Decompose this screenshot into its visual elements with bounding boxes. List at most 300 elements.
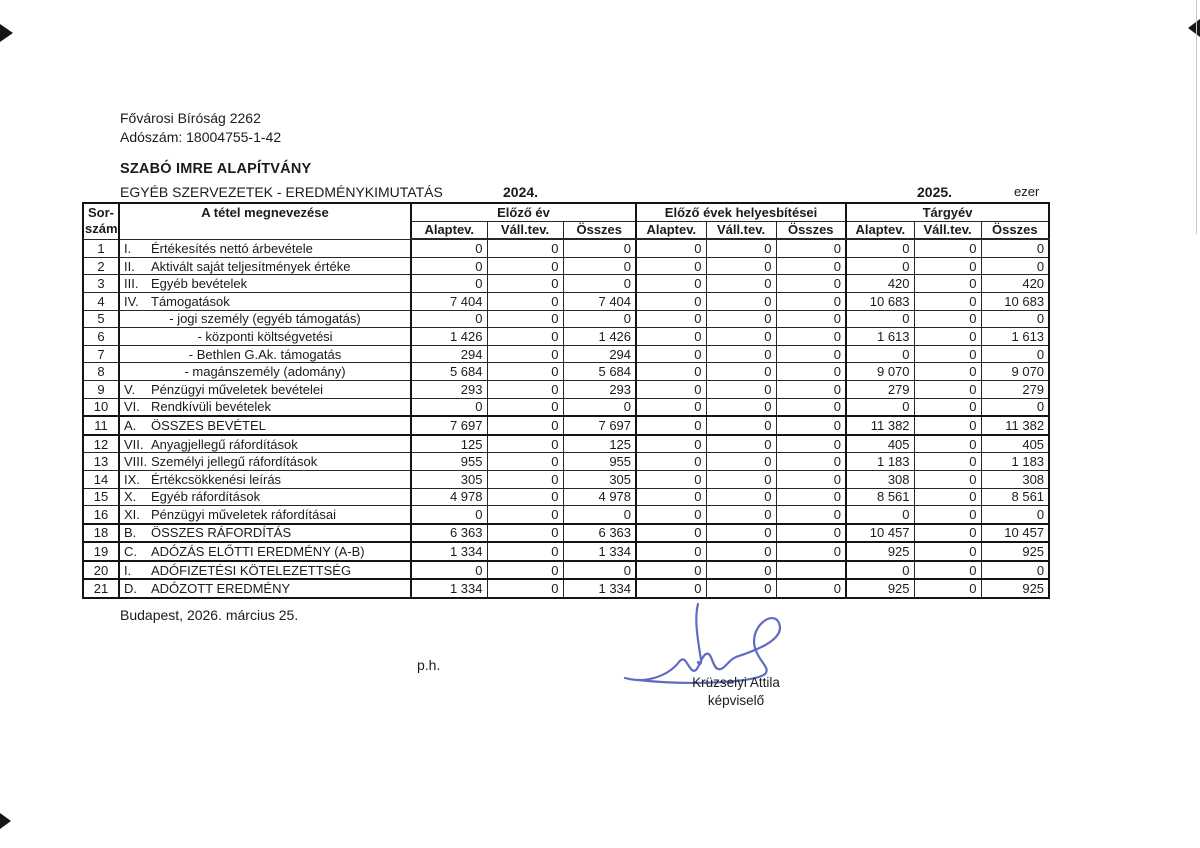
table-row [83, 453, 1049, 471]
cell-row-number: 4 [83, 292, 119, 310]
year-current: 2025. [917, 184, 953, 200]
cell-value: 0 [487, 345, 563, 363]
cell-value: 0 [487, 561, 563, 580]
cell-item-name: - központi költségvetési [119, 328, 411, 346]
cell-value: 9 070 [846, 363, 914, 381]
item-label: ADÓFIZETÉSI KÖTELEZETTSÉG [151, 562, 352, 578]
cell-value: 0 [776, 292, 846, 310]
cell-row-number: 3 [83, 275, 119, 293]
cell-value: 0 [846, 257, 914, 275]
cell-row-number: 9 [83, 380, 119, 398]
cell-value: 0 [636, 416, 706, 435]
cell-value: 925 [846, 542, 914, 561]
cell-value: 0 [487, 292, 563, 310]
table-row [83, 310, 1049, 328]
col-group-targyev: Tárgyév [846, 203, 1049, 221]
cell-value: 0 [776, 239, 846, 257]
item-prefix: A. [124, 417, 137, 433]
cell-item-name [119, 488, 411, 506]
table-row [83, 292, 1049, 310]
col-header-osszes: Összes [981, 221, 1049, 239]
cell-value: 0 [846, 310, 914, 328]
cell-value: 0 [487, 488, 563, 506]
cell-value: 0 [636, 506, 706, 524]
cell-value: 0 [706, 416, 776, 435]
cell-value: 0 [981, 506, 1049, 524]
cell-value: 0 [487, 363, 563, 381]
cell-value: 0 [487, 310, 563, 328]
cell-value: 0 [706, 524, 776, 543]
cell-value: 0 [706, 488, 776, 506]
cell-value: 0 [914, 488, 981, 506]
col-group-elozo-ev: Előző év [411, 203, 636, 221]
item-label: Támogatások [151, 293, 230, 309]
cell-value: 0 [636, 239, 706, 257]
cell-value: 0 [846, 345, 914, 363]
cell-value: 308 [981, 470, 1049, 488]
table-row [83, 542, 1049, 561]
item-prefix: VII. [124, 436, 144, 452]
cell-value: 6 363 [563, 524, 636, 543]
cell-item-name [119, 579, 411, 598]
cell-value: 0 [487, 435, 563, 453]
cell-value: 0 [914, 506, 981, 524]
cell-value: 7 697 [563, 416, 636, 435]
cell-value: 0 [487, 453, 563, 471]
cell-item-name [119, 470, 411, 488]
cell-value: 0 [706, 453, 776, 471]
cell-value: 0 [706, 542, 776, 561]
cell-value: 0 [487, 257, 563, 275]
cell-value: 0 [776, 416, 846, 435]
cell-value: 0 [487, 328, 563, 346]
col-header-alaptev: Alaptev. [411, 221, 487, 239]
cell-value: 279 [846, 380, 914, 398]
cell-value: 5 684 [563, 363, 636, 381]
cell-value: 0 [776, 542, 846, 561]
table-row [83, 239, 1049, 257]
cell-value: 0 [706, 328, 776, 346]
item-prefix: I. [124, 240, 132, 256]
table-row [83, 345, 1049, 363]
cell-row-number: 5 [83, 310, 119, 328]
cell-value: 0 [636, 453, 706, 471]
cell-value: 0 [636, 561, 706, 580]
cell-value: 0 [636, 328, 706, 346]
cell-value: 7 697 [411, 416, 487, 435]
cell-value [776, 561, 846, 580]
cell-value: 925 [846, 579, 914, 598]
cell-value: 0 [411, 239, 487, 257]
cell-value: 125 [411, 435, 487, 453]
cell-value: 0 [981, 561, 1049, 580]
cell-value: 0 [776, 488, 846, 506]
item-label: ADÓZÁS ELŐTTI EREDMÉNY (A-B) [151, 544, 365, 560]
item-label: Személyi jellegű ráfordítások [151, 454, 318, 470]
signer-name: Krüzselyi Attila [692, 675, 780, 690]
header-address-block [120, 109, 281, 147]
cell-value: 4 978 [563, 488, 636, 506]
cell-value: 0 [487, 398, 563, 416]
cell-value: 0 [636, 345, 706, 363]
cell-value: 0 [706, 275, 776, 293]
cell-value: 0 [487, 239, 563, 257]
cell-value: 0 [411, 561, 487, 580]
cell-value: 0 [914, 380, 981, 398]
cell-value: 0 [487, 579, 563, 598]
cell-value: 0 [636, 310, 706, 328]
table-row [83, 506, 1049, 524]
item-prefix: B. [124, 525, 137, 541]
cell-value: 0 [914, 542, 981, 561]
cell-value: 0 [563, 561, 636, 580]
cell-value: 0 [981, 398, 1049, 416]
col-header-sorszam [83, 203, 119, 239]
cell-value: 0 [563, 257, 636, 275]
cell-value: 6 363 [411, 524, 487, 543]
item-label: Egyéb ráfordítások [151, 489, 261, 505]
cell-value: 0 [563, 506, 636, 524]
cell-value: 0 [776, 435, 846, 453]
cell-value: 10 683 [846, 292, 914, 310]
cell-value: 0 [706, 380, 776, 398]
cell-value: 308 [846, 470, 914, 488]
cell-value: 0 [776, 579, 846, 598]
cell-item-name [119, 239, 411, 257]
cell-value: 7 404 [563, 292, 636, 310]
cell-value: 0 [914, 579, 981, 598]
cell-value: 0 [981, 345, 1049, 363]
cell-value: 0 [846, 561, 914, 580]
item-prefix: XI. [124, 506, 140, 522]
cell-value: 0 [914, 398, 981, 416]
scan-corner-mark [1188, 19, 1200, 37]
cell-row-number: 7 [83, 345, 119, 363]
cell-row-number: 18 [83, 524, 119, 543]
cell-value: 10 457 [846, 524, 914, 543]
tax-number-line: Adószám: 18004755-1-42 [120, 129, 282, 145]
cell-value: 0 [914, 453, 981, 471]
cell-value: 0 [636, 579, 706, 598]
col-group-helyesbitesek: Előző évek helyesbítései [636, 203, 846, 221]
cell-row-number: 2 [83, 257, 119, 275]
ph-seal-label: p.h. [417, 657, 441, 673]
cell-value: 7 404 [411, 292, 487, 310]
cell-value: 0 [636, 488, 706, 506]
cell-value: 11 382 [981, 416, 1049, 435]
cell-row-number: 1 [83, 239, 119, 257]
cell-value: 293 [563, 380, 636, 398]
cell-value: 0 [487, 275, 563, 293]
cell-item-name: - jogi személy (egyéb támogatás) [119, 310, 411, 328]
table-group-header-row [83, 203, 1049, 221]
cell-item-name [119, 292, 411, 310]
item-label: Rendkívüli bevételek [151, 399, 271, 415]
cell-value: 0 [981, 310, 1049, 328]
cell-value: 0 [914, 561, 981, 580]
cell-value: 0 [776, 470, 846, 488]
unit-label: ezer [1014, 184, 1040, 199]
cell-value: 0 [914, 292, 981, 310]
cell-value: 1 334 [411, 542, 487, 561]
item-label: Anyagjellegű ráfordítások [151, 436, 298, 452]
cell-value: 0 [776, 398, 846, 416]
cell-item-name [119, 542, 411, 561]
cell-value: 0 [914, 435, 981, 453]
cell-value: 420 [846, 275, 914, 293]
cell-value: 0 [914, 345, 981, 363]
cell-value: 279 [981, 380, 1049, 398]
cell-row-number: 12 [83, 435, 119, 453]
cell-value: 1 334 [563, 542, 636, 561]
cell-row-number: 11 [83, 416, 119, 435]
table-row [83, 257, 1049, 275]
cell-row-number: 15 [83, 488, 119, 506]
table-row [83, 416, 1049, 435]
cell-value: 0 [776, 257, 846, 275]
col-header-alaptev: Alaptev. [846, 221, 914, 239]
cell-item-name [119, 275, 411, 293]
item-label: Egyéb bevételek [151, 276, 248, 292]
cell-value: 0 [776, 524, 846, 543]
cell-value: 8 561 [846, 488, 914, 506]
item-prefix: D. [124, 581, 137, 597]
table-row [83, 470, 1049, 488]
scan-corner-mark [0, 24, 13, 42]
cell-value: 0 [846, 398, 914, 416]
table-row [83, 579, 1049, 598]
cell-value: 0 [706, 398, 776, 416]
cell-value: 0 [846, 239, 914, 257]
cell-row-number: 13 [83, 453, 119, 471]
cell-value: 0 [914, 524, 981, 543]
item-prefix: X. [124, 489, 137, 505]
cell-value: 0 [563, 239, 636, 257]
col-header-valltev: Váll.tev. [487, 221, 563, 239]
item-label: ADÓZOTT EREDMÉNY [151, 581, 291, 597]
income-statement-table [82, 202, 1050, 599]
cell-value: 0 [776, 380, 846, 398]
item-prefix: IV. [124, 293, 139, 309]
cell-value: 0 [914, 328, 981, 346]
cell-value: 0 [914, 310, 981, 328]
cell-value: 1 613 [981, 328, 1049, 346]
cell-value: 0 [636, 542, 706, 561]
cell-value: 0 [636, 398, 706, 416]
cell-item-name [119, 435, 411, 453]
cell-value: 1 334 [411, 579, 487, 598]
item-prefix: III. [124, 276, 139, 292]
cell-value: 1 613 [846, 328, 914, 346]
cell-value: 0 [411, 275, 487, 293]
cell-value: 0 [706, 345, 776, 363]
cell-value: 0 [706, 239, 776, 257]
item-prefix: II. [124, 258, 135, 274]
cell-value: 0 [411, 506, 487, 524]
cell-value: 10 457 [981, 524, 1049, 543]
cell-item-name [119, 380, 411, 398]
cell-value: 0 [914, 257, 981, 275]
cell-value: 1 426 [411, 328, 487, 346]
cell-value: 0 [706, 579, 776, 598]
cell-value: 0 [706, 292, 776, 310]
cell-value: 1 334 [563, 579, 636, 598]
cell-value: 0 [636, 292, 706, 310]
cell-value: 0 [411, 310, 487, 328]
cell-row-number: 16 [83, 506, 119, 524]
cell-value: 5 684 [411, 363, 487, 381]
cell-value: 0 [706, 470, 776, 488]
table-row [83, 380, 1049, 398]
cell-value: 10 683 [981, 292, 1049, 310]
item-label: Aktivált saját teljesítmények értéke [151, 258, 351, 274]
cell-value: 0 [706, 257, 776, 275]
cell-value: 0 [487, 524, 563, 543]
cell-row-number: 19 [83, 542, 119, 561]
cell-value: 0 [411, 398, 487, 416]
cell-value: 4 978 [411, 488, 487, 506]
cell-item-name [119, 416, 411, 435]
table-row [83, 435, 1049, 453]
table-row [83, 561, 1049, 580]
cell-value: 0 [776, 506, 846, 524]
cell-value: 1 183 [981, 453, 1049, 471]
cell-value: 293 [411, 380, 487, 398]
cell-value: 0 [776, 328, 846, 346]
cell-value: 0 [636, 257, 706, 275]
cell-value: 0 [776, 310, 846, 328]
cell-value: 0 [563, 275, 636, 293]
cell-value: 955 [563, 453, 636, 471]
cell-value: 305 [563, 470, 636, 488]
cell-item-name: - Bethlen G.Ak. támogatás [119, 345, 411, 363]
cell-item-name [119, 453, 411, 471]
col-header-sorszam-line2: szám [85, 221, 118, 237]
cell-item-name [119, 524, 411, 543]
item-prefix: V. [124, 381, 136, 397]
item-label: Pénzügyi műveletek ráfordításai [151, 506, 336, 522]
table-row [83, 328, 1049, 346]
col-header-valltev: Váll.tev. [914, 221, 981, 239]
cell-value: 0 [706, 310, 776, 328]
cell-row-number: 20 [83, 561, 119, 580]
item-prefix: IX. [124, 471, 140, 487]
item-prefix: VIII. [124, 454, 148, 470]
cell-value: 0 [706, 435, 776, 453]
cell-value: 0 [706, 363, 776, 381]
cell-value: 925 [981, 542, 1049, 561]
cell-value: 0 [846, 506, 914, 524]
cell-value: 9 070 [981, 363, 1049, 381]
cell-value: 955 [411, 453, 487, 471]
cell-value: 0 [776, 345, 846, 363]
cell-value: 0 [636, 470, 706, 488]
cell-value: 0 [914, 239, 981, 257]
cell-value: 1 426 [563, 328, 636, 346]
item-label: Értékcsökkenési leírás [151, 471, 282, 487]
cell-value: 0 [914, 416, 981, 435]
date-line: Budapest, 2026. március 25. [120, 607, 299, 623]
cell-row-number: 14 [83, 470, 119, 488]
court-line: Fővárosi Bíróság 2262 [120, 110, 261, 126]
cell-value: 0 [636, 380, 706, 398]
cell-value: 0 [563, 310, 636, 328]
report-title: EGYÉB SZERVEZETEK - EREDMÉNYKIMUTATÁS [120, 184, 443, 200]
item-label: Pénzügyi műveletek bevételei [151, 381, 323, 397]
item-prefix: I. [124, 562, 132, 578]
cell-value: 0 [914, 363, 981, 381]
col-header-valltev: Váll.tev. [706, 221, 776, 239]
cell-item-name: - magánszemély (adomány) [119, 363, 411, 381]
cell-value: 0 [636, 435, 706, 453]
item-prefix: VI. [124, 399, 140, 415]
table-row [83, 488, 1049, 506]
cell-value: 0 [636, 524, 706, 543]
col-header-osszes: Összes [776, 221, 846, 239]
cell-row-number: 6 [83, 328, 119, 346]
cell-value: 0 [563, 398, 636, 416]
col-header-sorszam-line1: Sor- [88, 205, 114, 221]
cell-value: 0 [487, 506, 563, 524]
cell-value: 0 [776, 275, 846, 293]
cell-value: 0 [914, 470, 981, 488]
item-label: Értékesítés nettó árbevétele [151, 240, 313, 256]
cell-item-name [119, 561, 411, 580]
cell-item-name [119, 398, 411, 416]
cell-value: 420 [981, 275, 1049, 293]
table-row [83, 398, 1049, 416]
cell-value: 0 [914, 275, 981, 293]
cell-value: 0 [776, 453, 846, 471]
cell-value: 0 [776, 363, 846, 381]
cell-value: 0 [981, 239, 1049, 257]
col-header-item-name: A tétel megnevezése [119, 203, 411, 239]
cell-row-number: 8 [83, 363, 119, 381]
item-label: ÖSSZES BEVÉTEL [151, 417, 266, 433]
cell-value: 0 [706, 561, 776, 580]
cell-item-name [119, 506, 411, 524]
table-row [83, 524, 1049, 543]
cell-value: 0 [636, 275, 706, 293]
cell-value: 405 [846, 435, 914, 453]
cell-value: 305 [411, 470, 487, 488]
item-label: ÖSSZES RÁFORDÍTÁS [151, 525, 292, 541]
report-title-line [0, 184, 1200, 202]
cell-value: 1 183 [846, 453, 914, 471]
cell-value: 11 382 [846, 416, 914, 435]
col-header-alaptev: Alaptev. [636, 221, 706, 239]
cell-value: 294 [563, 345, 636, 363]
cell-value: 0 [487, 542, 563, 561]
cell-value: 0 [487, 470, 563, 488]
cell-value: 0 [636, 363, 706, 381]
cell-value: 0 [411, 257, 487, 275]
cell-row-number: 21 [83, 579, 119, 598]
year-previous: 2024. [503, 184, 539, 200]
cell-value: 0 [487, 380, 563, 398]
organization-name: SZABÓ IMRE ALAPÍTVÁNY [120, 161, 312, 177]
cell-value: 405 [981, 435, 1049, 453]
cell-item-name [119, 257, 411, 275]
cell-value: 294 [411, 345, 487, 363]
table-row [83, 275, 1049, 293]
col-header-osszes: Összes [563, 221, 636, 239]
cell-row-number: 10 [83, 398, 119, 416]
cell-value: 125 [563, 435, 636, 453]
cell-value: 8 561 [981, 488, 1049, 506]
item-prefix: C. [124, 544, 137, 560]
cell-value: 0 [487, 416, 563, 435]
